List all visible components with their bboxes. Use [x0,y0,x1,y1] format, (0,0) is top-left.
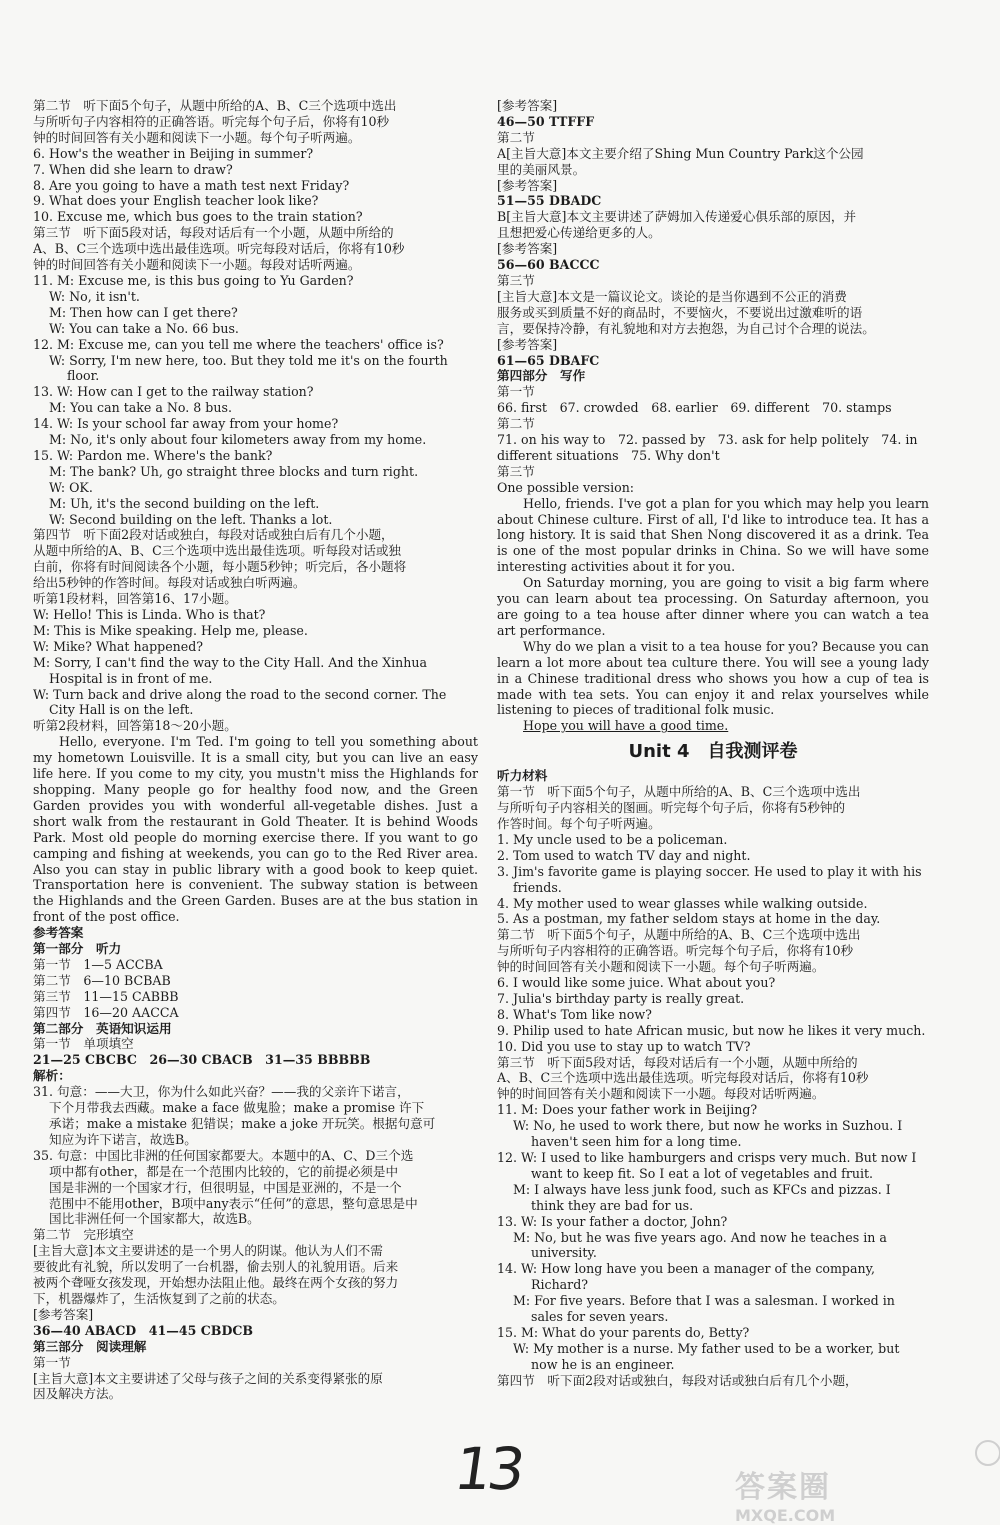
text-line: M: Then how can I get there? [49,304,238,320]
paragraph: Hello, everyone. I'm Ted. I'm going to tell you something about my hometown Louisville. It is a small city, but you can live an easy life here. If you come to my city, you mustn't miss the Highlands for shopping. Many people go for healthy food now, and the Green Garden provides you with wonderful all-vegetable dishes. Just a short walk from the restaurant in Gold Theater. It is behind Woods Park. Most old people do morning exercise there. If you want to go camping and fishing at weekends, you can go to the Red River area. Also you can stay in public library with a good book to keep quiet. Transportation here is convenient. The subway station is between the Highlands and the Green Garden. Buses are at the bus station in front of the post office. [33,734,478,925]
text-line: W: Mike? What happened? [33,638,204,654]
text-line: 66. first 67. crowded 68. earlier 69. different 70. stamps [497,400,892,416]
text-line: M: I always have less junk food, such as KFCs and pizzas. I [513,1181,891,1197]
text-line: 第四节 听下面2段对话或独白，每段对话或独白后有几个小题， [497,1372,858,1388]
text-line: want to keep fit. So I eat a lot of vegetables and fruit. [531,1165,874,1181]
text-line: [主旨大意]本文主要讲述的是一个男人的阴谋。他认为人们不需 [33,1243,383,1259]
text-line: 第四部分 写作 [497,368,586,384]
right-column [497,98,929,1389]
left-column [33,98,478,1402]
text-line: 第一节 [33,1354,71,1370]
text-line: 5. As a postman, my father seldom stays at home in the day. [497,911,881,927]
text-line: W: You can take a No. 66 bus. [49,320,239,336]
text-line: 9. What does your English teacher look like? [33,193,319,209]
watermark [735,1462,975,1525]
text-line: 听第1段材料，回答第16、17小题。 [33,591,237,607]
text-line: 第二节 [497,416,535,432]
text-line: W: No, it isn't. [49,288,140,304]
text-line: [参考答案] [497,98,558,113]
text-line: M: This is Mike speaking. Help me, please. [33,622,308,638]
text-line: [参考答案] [33,1306,94,1322]
text-line: 参考答案 [33,925,84,941]
text-line: W: No, he used to work there, but now he works in Suzhou. I [513,1118,903,1134]
text-line: 12. W: I used to like hamburgers and crisps very much. But now I [497,1150,917,1165]
text-line: M: No, but he was five years ago. And now he teaches in a [513,1229,887,1245]
text-line: W: My mother is a nurse. My father used to be a worker, but [513,1340,900,1356]
text-line: [主旨大意]本文主要讲述了父母与孩子之间的关系变得紧张的原 [33,1370,383,1386]
text-line: A、B、C三个选项中选出最佳选项。听完每段对话后，你将有10秒 [497,1070,869,1086]
text-line: floor. [67,368,100,384]
text-line: 第四节 听下面2段对话或独白，每段对话或独白后有几个小题， [33,527,394,543]
text-line: Richard? [531,1277,589,1293]
text-line: 7. Julia's birthday party is really great. [497,990,745,1006]
text-line: A、B、C三个选项中选出最佳选项。听完每段对话后，你将有10秒 [33,241,405,257]
text-line: 与所听句子内容相符的正确答语。听完每个句子后，你将有10秒 [497,943,854,959]
text-line: 给出5秒钟的作答时间。每段对话或独白听两遍。 [33,575,306,591]
watermark-main: 答案圈 [735,1470,831,1505]
text-line: 第一部分 听力 [33,941,122,957]
text-line: 第一节 单项填空 [33,1036,134,1052]
text-line: 从题中所给的A、B、C三个选项中选出最佳选项。听每段对话或独 [33,543,402,559]
text-line: now he is an engineer. [531,1356,675,1372]
text-line: 1. My uncle used to be a policeman. [497,831,728,847]
text-line: 11. M: Excuse me, is this bus going to Yu Garden? [33,272,354,288]
text-line: 听第2段材料，回答第18～20小题。 [33,718,237,734]
text-line: W: Second building on the left. Thanks a lot. [49,511,333,527]
text-line: 31. 句意：——大卫，你为什么如此兴奋？——我的父亲许下诺言， [33,1084,410,1100]
text-line: 46—50 TTFFF [497,113,595,129]
text-line: 钟的时间回答有关小题和阅读下一小题。每个句子听两遍。 [497,959,825,975]
text-line: 56—60 BACCC [497,257,600,273]
text-line: City Hall is on the left. [49,702,194,718]
text-line: W: Sorry, I'm new here, too. But they told me it's on the fourth [49,352,448,368]
text-line: 承诺；make a mistake 犯错误；make a joke 开玩笑。根据句意可 [49,1116,436,1131]
text-line: One possible version: [497,479,635,495]
text-line: 作答时间。每个句子听两遍。 [497,815,661,831]
text-line: 35. 句意：中国比非洲的任何国家都要大。本题中的A、C、D三个选 [33,1147,414,1163]
text-line: 要彼此有礼貌，所以发明了一台机器，偷去别人的礼貌用语。后来 [33,1259,399,1275]
text-line: [参考答案] [497,336,558,352]
text-line: 第二部分 英语知识运用 [33,1020,172,1036]
text-line: [参考答案] [497,241,558,257]
text-line: 下，机器爆炸了，生活恢复到了之前的状态。 [33,1290,285,1306]
text-line: different situations 75. Why don't [497,447,720,463]
text-line: 第三节 [497,463,535,479]
text-line: 第一节 听下面5个句子，从题中所给的A、B、C三个选项中选出 [497,784,861,800]
text-line: M: The bank? Uh, go straight three blocks and turn right. [49,463,419,479]
text-line: 国比非洲任何一个国家都大，故选B。 [49,1211,260,1227]
text-line: W: OK. [49,479,93,495]
text-line: W: Hello! This is Linda. Who is that? [33,607,266,622]
text-line: 6. I would like some juice. What about you? [497,975,776,991]
text-line: 3. Jim's favorite game is playing soccer. He used to play it with his [497,863,922,879]
text-line: 与所听句子内容相符的正确答语。听完每个句子后，你将有10秒 [33,113,390,129]
text-line: 被两个聋哑女孩发现，开始想办法阻止他。最终在两个女孩的努力 [33,1275,399,1291]
text-line: 71. on his way to 72. passed by 73. ask for help politely 74. in [497,432,918,448]
text-line: 6. How's the weather in Beijing in summer? [33,145,314,161]
text-line: 与所听句子内容相关的图画。听完每个句子后，你将有5秒钟的 [497,800,846,816]
text-line: 钟的时间回答有关小题和阅读下一小题。每段对话听两遍。 [497,1086,825,1102]
text-line: 第二节 6—10 BCBAB [33,972,171,988]
text-line: 第三节 11—15 CABBB [33,988,179,1004]
text-line: B[主旨大意]本文主要讲述了萨姆加入传递爱心俱乐部的原因，并 [497,209,857,225]
text-line: W: Turn back and drive along the road to the second corner. The [33,686,447,702]
text-line: 9. Philip used to hate African music, but now he likes it very much. [497,1022,926,1038]
text-line: 言，要保持冷静，有礼貌地和对方去抱怨，为自己讨个合理的说法。 [497,320,875,336]
text-line: 项中都有other，都是在一个范围内比较的，它的前提必须是中 [49,1163,399,1179]
text-line: M: Sorry, I can't find the way to the City Hall. And the Xinhua [33,654,428,670]
text-line: 15. M: What do your parents do, Betty? [497,1324,750,1340]
text-line: 11. M: Does your father work in Beijing? [497,1102,758,1118]
handwritten-page-number: 13 [450,1435,526,1503]
text-line: Hospital is in front of me. [49,670,213,686]
text-line: 15. W: Pardon me. Where's the bank? [33,447,273,463]
text-line: friends. [513,879,562,895]
text-line: 2. Tom used to watch TV day and night. [497,847,751,863]
text-line: 14. W: How long have you been a manager of the company, [497,1261,876,1277]
text-line: haven't seen him for a long time. [531,1134,742,1150]
text-line: 第二节 听下面5个句子，从题中所给的A、B、C三个选项中选出 [33,98,397,113]
text-line: 知应为许下诺言，故选B。 [49,1131,197,1147]
text-line: 第一节 [497,384,535,400]
text-line: 听力材料 [497,768,548,784]
text-line: [主旨大意]本文是一篇议论文。谈论的是当你遇到不公正的消费 [497,288,847,304]
text-line: 10. Did you use to stay up to watch TV? [497,1038,751,1054]
paragraph: Hope you will have a good time. [523,718,729,734]
text-line: 36—40 ABACD 41—45 CBDCB [33,1322,254,1338]
text-line: 14. W: Is your school far away from your home? [33,416,339,432]
text-line: 且想把爱心传递给更多的人。 [497,225,661,241]
text-line: 国是非洲的一个国家才行，但很明显，中国是亚洲的，不是一个 [49,1179,402,1195]
paragraph: On Saturday morning, you are going to visit a big farm where you can learn about tea processing. On Saturday afternoon, you are going to a tea house after dinner where you can watch a tea art performance. [497,575,929,638]
text-line: 第二节 [497,129,535,145]
text-line: 范围中不能用other，B项中any表示“任何”的意思，整句意思是中 [49,1195,418,1211]
paragraph: Why do we plan a visit to a tea house for you? Because you can learn a lot more about tea culture there. You will see a young lady in a Chinese traditional dress who shows you how a cup of tea is made with tea sets. You can enjoy it and relax yourselves while listening to pieces of traditional folk music. [497,638,929,718]
text-line: 白前，你将有时间阅读各个小题，每小题5秒钟；听完后，各小题将 [33,559,407,575]
text-line: 第四节 16—20 AACCA [33,1004,179,1020]
text-line: 第三节 听下面5段对话，每段对话后有一个小题，从题中所给的 [497,1054,858,1070]
text-line: 第一节 1—5 ACCBA [33,956,163,972]
text-line: 第二节 听下面5个句子，从题中所给的A、B、C三个选项中选出 [497,927,861,943]
text-line: 12. M: Excuse me, can you tell me where the teachers' office is? [33,336,444,352]
text-line: 10. Excuse me, which bus goes to the train station? [33,209,363,225]
text-line: 钟的时间回答有关小题和阅读下一小题。每个句子听两遍。 [33,129,361,145]
text-line: 解析： [33,1068,71,1084]
text-line: university. [531,1245,597,1261]
text-line: 51—55 DBADC [497,193,602,209]
text-line: 第三部分 阅读理解 [33,1338,147,1354]
watermark-seal-icon [975,1440,1000,1466]
text-line: 13. W: How can I get to the railway station? [33,384,314,400]
text-line: [参考答案] [497,177,558,193]
text-line: 21—25 CBCBC 26—30 CBACB 31—35 BBBBB [33,1052,371,1068]
text-line: 第二节 完形填空 [33,1227,134,1243]
text-line: A[主旨大意]本文主要介绍了Shing Mun Country Park这个公园 [497,145,864,161]
text-line: M: Uh, it's the second building on the left. [49,495,320,511]
text-line: 第三节 听下面5段对话，每段对话后有一个小题，从题中所给的 [33,225,394,241]
text-line: 8. Are you going to have a math test next Friday? [33,177,350,193]
text-line: sales for seven years. [531,1309,669,1325]
text-line: think they are bad for us. [531,1197,694,1213]
text-line: 7. When did she learn to draw? [33,161,233,177]
watermark-url: MXQE.COM [735,1506,836,1525]
unit-title: Unit 4 自我测评卷 [628,741,798,763]
text-line: 下个月带我去西藏。make a face 做鬼脸；make a promise 许下 [49,1100,425,1116]
text-line: 61—65 DBAFC [497,352,600,368]
text-line: 第三节 [497,272,535,288]
text-line: 里的美丽风景。 [497,161,586,177]
text-line: 8. What's Tom like now? [497,1006,652,1022]
text-line: 因及解决方法。 [33,1386,122,1402]
text-line: M: No, it's only about four kilometers away from my home. [49,432,427,448]
text-line: M: For five years. Before that I was a salesman. I worked in [513,1293,895,1309]
paragraph: Hello, friends. I've got a plan for you which may help you learn about Chinese culture. First of all, I'd like to introduce tea. It has a long history. It is said that Shen Nong discovered it as a drink. Tea is one of the most popular drinks in China. So we will have some interesting activities about it for you. [497,495,929,575]
text-line: 服务或买到质量不好的商品时，不要恼火，不要说出过激难听的语 [497,304,863,320]
text-line: M: You can take a No. 8 bus. [49,400,232,416]
text-line: 钟的时间回答有关小题和阅读下一小题。每段对话听两遍。 [33,257,361,273]
text-line: 13. W: Is your father a doctor, John? [497,1213,728,1229]
text-line: 4. My mother used to wear glasses while walking outside. [497,895,868,911]
